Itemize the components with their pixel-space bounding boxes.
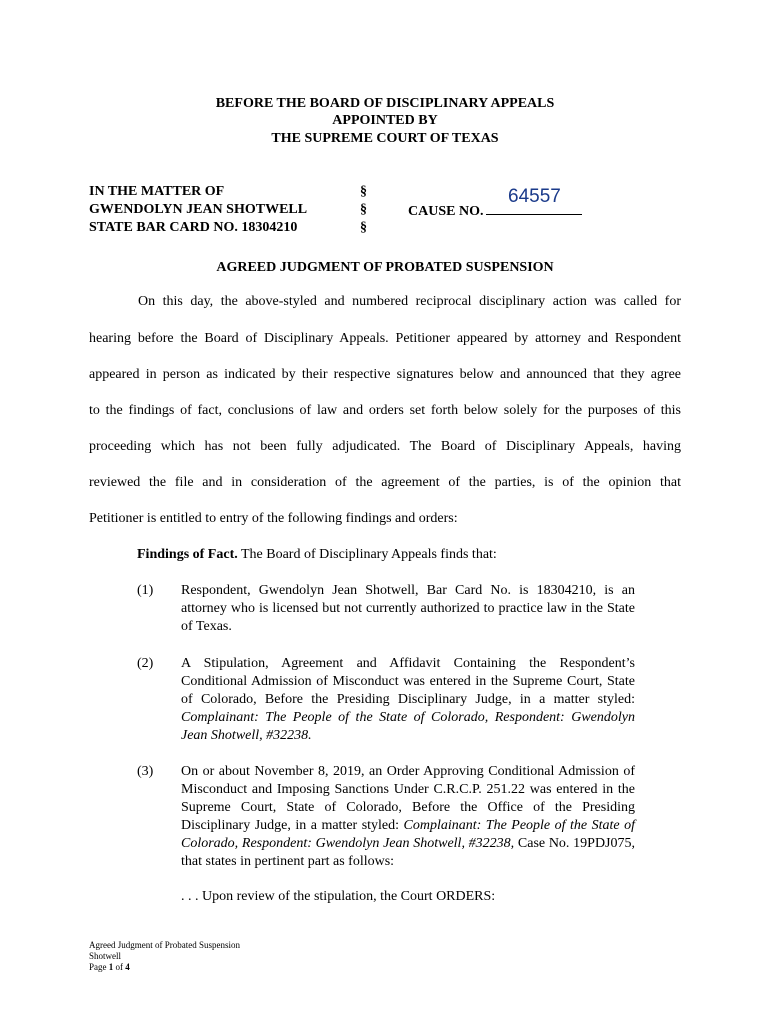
cause-label: CAUSE NO.	[408, 204, 484, 219]
finding-case-style: Complainant: The People of the State of Colorado, Respondent: Gwendolyn Jean Shotwell, #32238.	[181, 710, 635, 743]
caption-line-matter: IN THE MATTER OF	[89, 184, 225, 199]
document-title: AGREED JUDGMENT OF PROBATED SUSPENSION	[216, 260, 554, 275]
case-caption	[89, 183, 307, 237]
paragraph-line: appeared in person as indicated by their respective signatures below and announced that they agree	[89, 367, 681, 382]
finding-item	[181, 763, 635, 871]
paragraph-line: On this day, the above-styled and numbered reciprocal disciplinary action was called for	[138, 294, 681, 309]
finding-case-style: Complainant: The People of the State of Colorado, Respondent: Gwendolyn Jean Shotwell, #32238,	[181, 818, 635, 851]
finding-number: (1)	[137, 583, 154, 598]
finding-text: Respondent, Gwendolyn Jean Shotwell, Bar Card No. is 18304210, is an attorney who is licensed but not currently authorized to practice law in the State of Texas.	[181, 583, 635, 634]
finding-item	[181, 655, 635, 745]
caption-line-bar-card: STATE BAR CARD NO. 18304210	[89, 220, 298, 235]
page-footer	[89, 940, 240, 973]
court-heading-line-2: APPOINTED BY	[332, 113, 438, 128]
findings-intro: The Board of Disciplinary Appeals finds that:	[237, 547, 497, 562]
finding-number: (2)	[137, 656, 154, 671]
quoted-order-line: . . . Upon review of the stipulation, the Court ORDERS:	[181, 889, 496, 904]
paragraph-line: reviewed the file and in consideration of the agreement of the parties, is of the opinion that	[89, 475, 681, 490]
section-marks	[360, 183, 367, 237]
court-heading-line-1: BEFORE THE BOARD OF DISCIPLINARY APPEALS	[215, 96, 555, 111]
paragraph-line: proceeding which has not been fully adjudicated. The Board of Disciplinary Appeals, having	[89, 439, 681, 454]
section-mark: §	[360, 202, 367, 217]
page-current: 1	[108, 962, 114, 972]
footer-title: Agreed Judgment of Probated Suspension	[89, 940, 240, 950]
page-middle: of	[113, 962, 126, 972]
footer-respondent: Shotwell	[89, 951, 122, 961]
court-heading-line-3: THE SUPREME COURT OF TEXAS	[271, 131, 499, 146]
paragraph-line: hearing before the Board of Disciplinary Appeals. Petitioner appeared by attorney and Respondent	[89, 331, 681, 346]
finding-text-tail: Case No. 19PDJ075, that states in pertinent part as follows:	[181, 836, 635, 869]
section-mark: §	[360, 184, 367, 199]
findings-label: Findings of Fact.	[137, 547, 238, 562]
finding-number: (3)	[137, 764, 154, 779]
paragraph-line: to the findings of fact, conclusions of law and orders set forth below solely for the purposes of this	[89, 403, 681, 418]
finding-text: On or about November 8, 2019, an Order Approving Conditional Admission of Misconduct and Imposing Sanctions Under C.R.C.P. 251.22 was entered in the Supreme Court, State of Colorado, Before the Office of the Presiding Disciplinary Judge, in a matter styled:	[181, 764, 635, 833]
page-total: 4	[125, 962, 130, 972]
caption-line-respondent: GWENDOLYN JEAN SHOTWELL	[89, 202, 308, 217]
cause-number-value: 64557	[508, 186, 561, 207]
page-prefix: Page	[89, 962, 109, 972]
findings-heading	[137, 546, 497, 564]
finding-text: A Stipulation, Agreement and Affidavit Containing the Respondent’s Conditional Admission of Misconduct was entered in the Supreme Court, State of Colorado, Before the Presiding Disciplinary Judge, in a matter styled:	[181, 656, 635, 707]
finding-item	[181, 582, 635, 636]
page-counter	[89, 962, 240, 973]
section-mark: §	[360, 220, 367, 235]
paragraph-line: Petitioner is entitled to entry of the following findings and orders:	[89, 511, 458, 526]
